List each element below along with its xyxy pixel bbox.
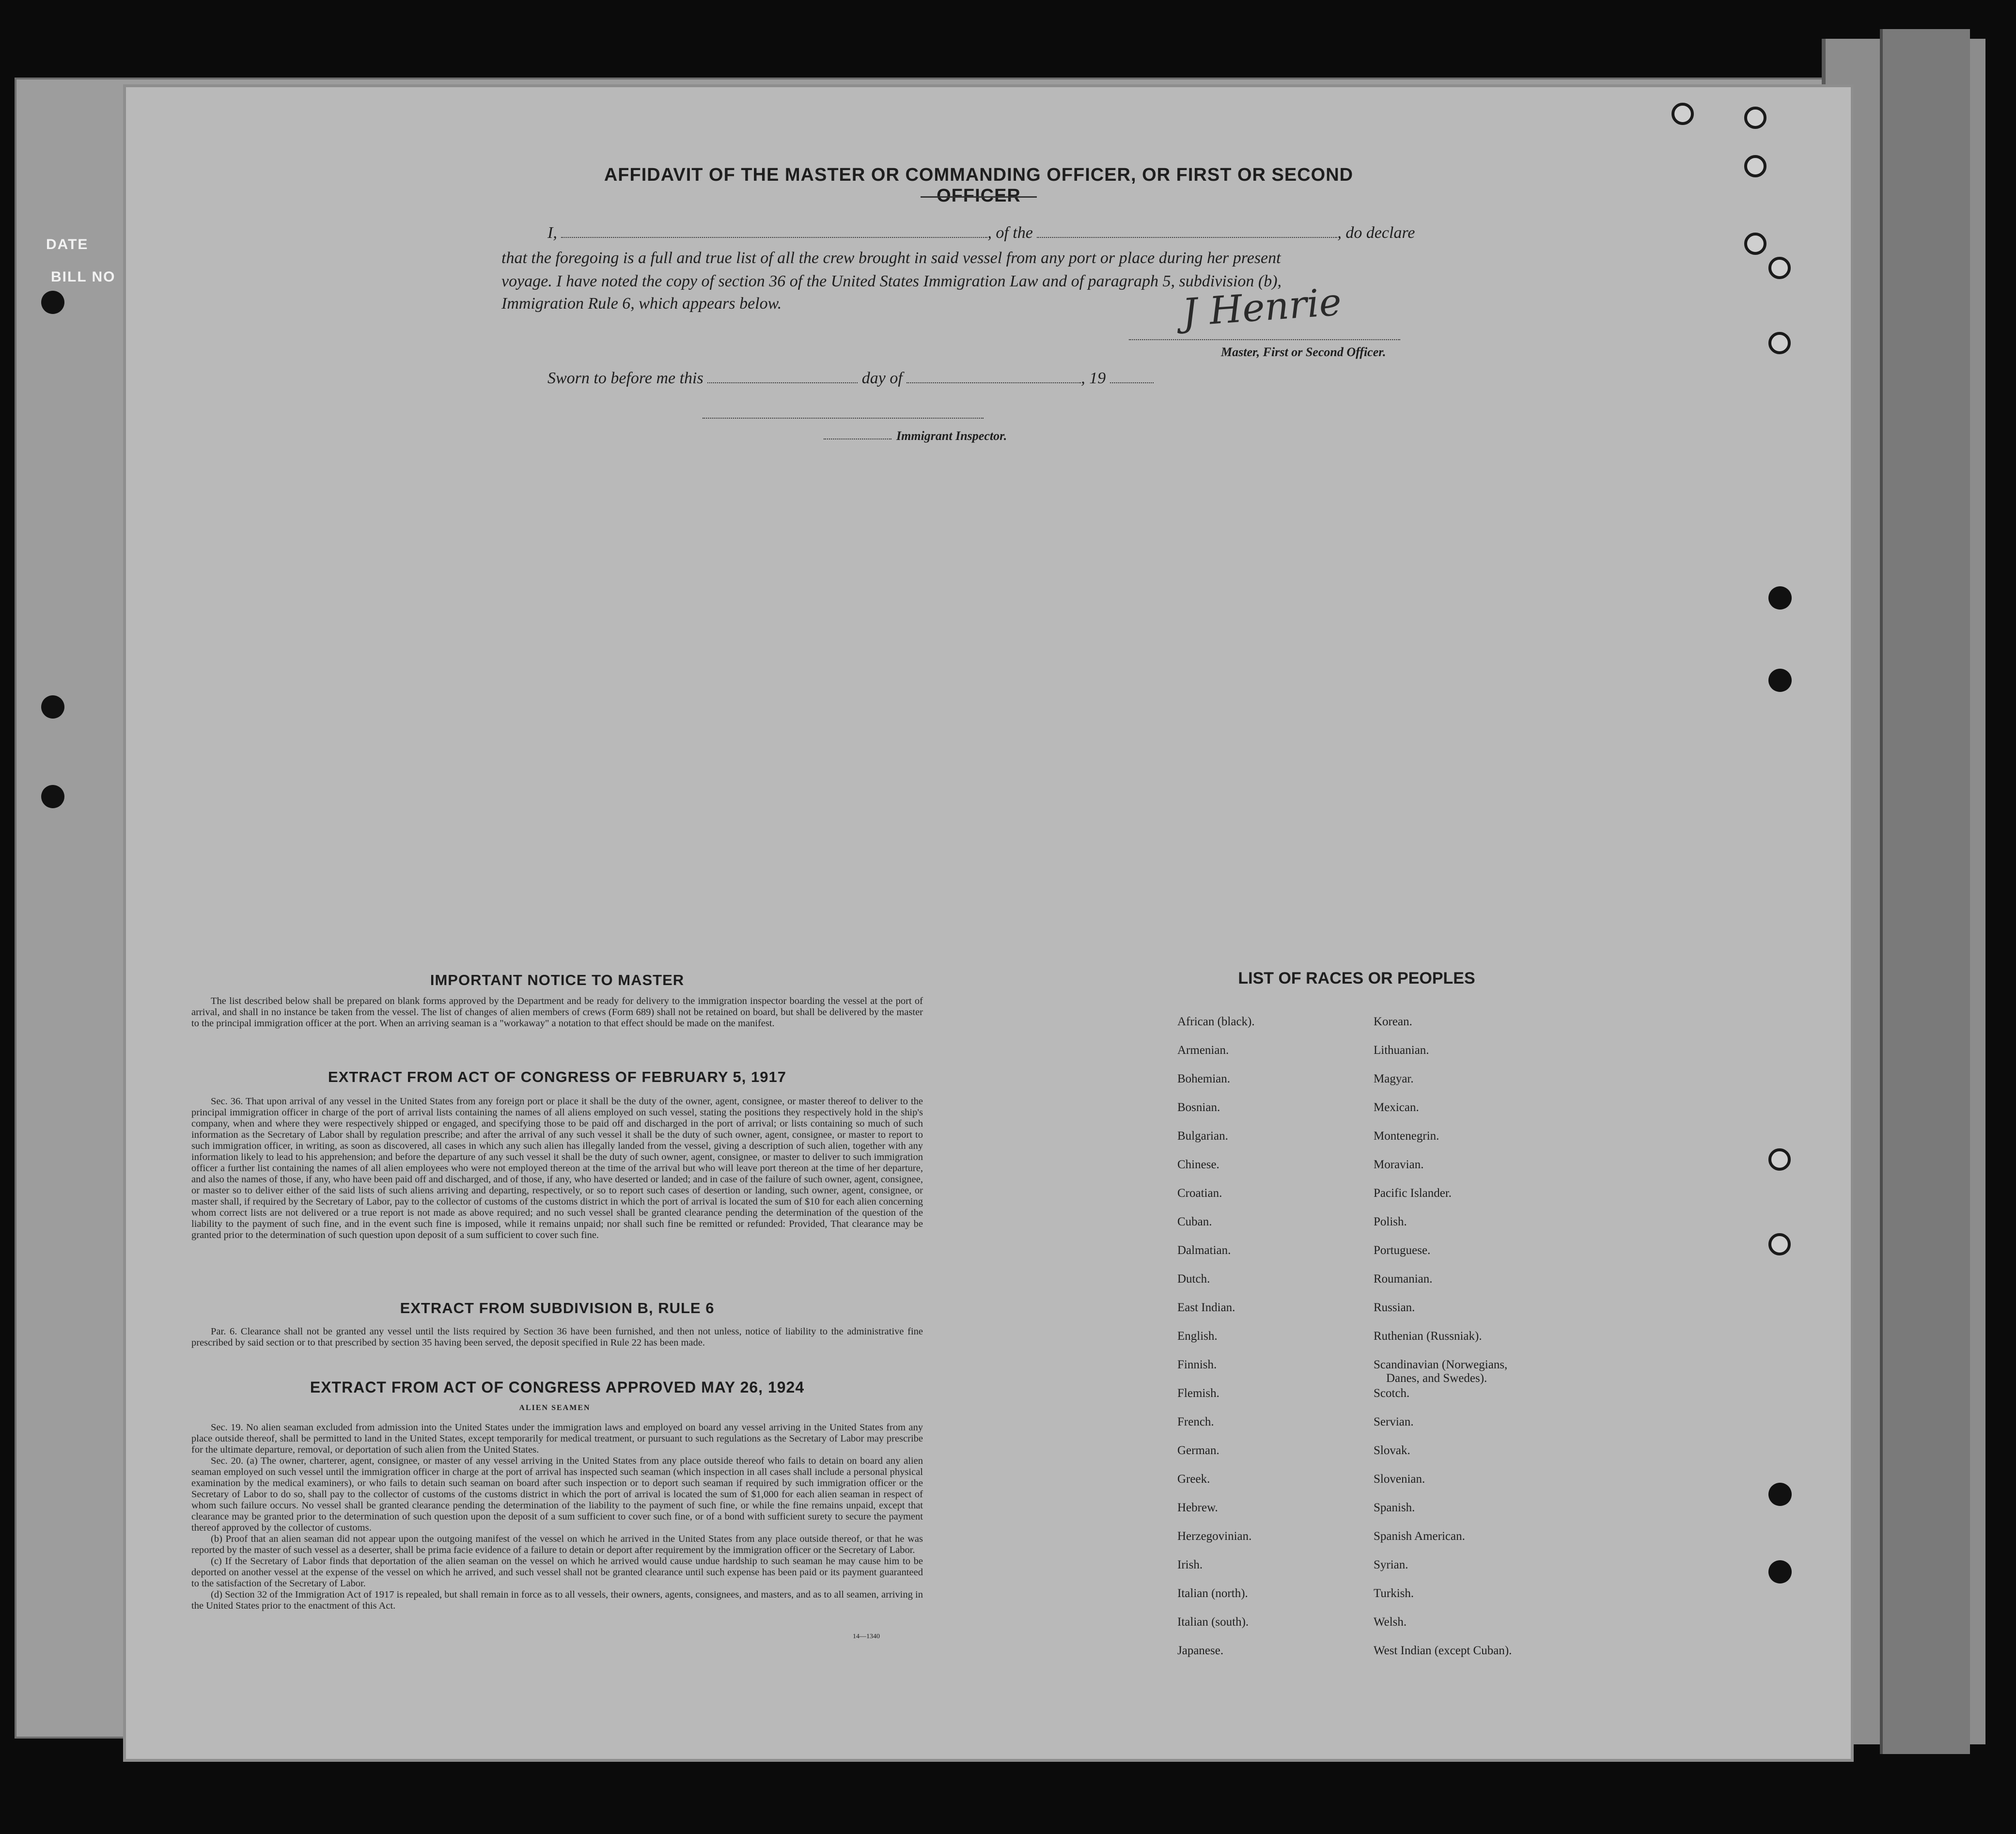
declaration-line-4: Immigration Rule 6, which appears below. <box>501 295 782 313</box>
race-item: Russian. <box>1374 1301 1415 1314</box>
declaration-line-3: voyage. I have noted the copy of section 36 of the United States Immigration Law and of paragraph 5, subdivision (b), <box>501 272 1282 290</box>
race-item: Scotch. <box>1374 1387 1410 1400</box>
signature-caption: Master, First or Second Officer. <box>1221 345 1386 359</box>
race-item: Slovak. <box>1374 1444 1410 1457</box>
sworn-month-blank[interactable] <box>906 382 1081 383</box>
race-item: Syrian. <box>1374 1558 1408 1571</box>
sworn-day-blank[interactable] <box>707 382 858 383</box>
race-item: Korean. <box>1374 1015 1412 1028</box>
form-number: 14—1340 <box>853 1633 880 1640</box>
punch-hole <box>1672 103 1694 125</box>
race-item-scandinavian-line1: Scandinavian (Norwegians, <box>1374 1358 1508 1371</box>
punch-hole <box>1768 1148 1791 1171</box>
notice-text <box>191 996 923 1029</box>
race-item: Portuguese. <box>1374 1244 1431 1257</box>
race-item: Chinese. <box>1177 1158 1219 1171</box>
extract-1924-sec20a: Sec. 20. (a) The owner, charterer, agent, consignee, or master of any vessel arriving in the United States from any place outside thereof who fails to detain on board any alien seaman employed on such vessel until the immigration officer in charge at the port of arrival has inspected such seaman (which inspection in all cases shall include a personal physical examination by the medical examiners), or who fails to detain such seaman on board after such inspection or to deport such seaman if required by such immigration officer or the Secretary of Labor to do so, shall pay to the collector of customs of the customs district in which the port of arrival is located the sum of $1,000 for each alien seaman in respect of whom such failure occurs. No vessel shall be granted clearance pending the determination of the liability to the payment of such fine, or while the fine remains unpaid, except that clearance may be granted prior to the determination of such question upon the deposit of a sum sufficient to cover such fine, or of a bond with sufficient surety to secure the payment thereof approved by the collector of customs. <box>191 1456 923 1533</box>
race-item: Lithuanian. <box>1374 1044 1429 1057</box>
race-item: Italian (north). <box>1177 1587 1248 1600</box>
declaration-line-2: that the foregoing is a full and true list of all the crew brought in said vessel from any port or place during her present <box>501 249 1281 267</box>
extract-rule6-title: EXTRACT FROM SUBDIVISION B, RULE 6 <box>400 1300 715 1317</box>
inspector-caption: Immigrant Inspector. <box>896 429 1007 443</box>
extract-1917-title: EXTRACT FROM ACT OF CONGRESS OF FEBRUARY 5, 1917 <box>328 1068 786 1085</box>
sworn-year-blank[interactable] <box>1110 382 1154 383</box>
punch-hole <box>1768 1233 1791 1255</box>
name-blank[interactable] <box>561 237 987 238</box>
punch-hole <box>1768 332 1791 354</box>
race-item: Japanese. <box>1177 1644 1224 1657</box>
year-label: , 19 <box>1081 369 1106 387</box>
notice-title: IMPORTANT NOTICE TO MASTER <box>430 972 685 988</box>
sworn-line <box>547 369 1154 388</box>
inspector-signature-line <box>703 418 984 419</box>
race-item: Spanish American. <box>1374 1530 1465 1543</box>
race-item: French. <box>1177 1415 1214 1428</box>
race-item: Cuban. <box>1177 1215 1212 1228</box>
punch-hole <box>1768 1483 1792 1506</box>
races-left-column <box>1177 1015 1255 1673</box>
race-item: Flemish. <box>1177 1387 1219 1400</box>
punch-hole <box>1744 233 1766 255</box>
extract-1924-sec20c: (c) If the Secretary of Labor finds that deportation of the alien seaman on the vessel on which he arrived would cause undue hardship to such seaman he may cause him to be deported on another vessel at the expense of the vessel on which he arrived, and such vessel shall not be granted clearance until such expense has been paid or its payment guaranteed to the satisfaction of the Secretary of Labor. <box>191 1556 923 1589</box>
declaration-line <box>547 224 1415 242</box>
extract-rule6-paragraph: Par. 6. Clearance shall not be granted any vessel until the lists required by Section 36 have been furnished, and then not unless, notice of liability to the administrative fine prescribed by said section or to that prescribed by section 35 having been served, the deposit specified in Rule 22 has been made. <box>191 1326 923 1348</box>
race-item: Bulgarian. <box>1177 1129 1228 1143</box>
race-item: Pacific Islander. <box>1374 1187 1452 1200</box>
punch-hole <box>1768 257 1791 279</box>
notice-paragraph: The list described below shall be prepared on blank forms approved by the Department and be ready for delivery to the immigration inspector boarding the vessel at the port of arrival, and shall in no instance be taken from the vessel. The list of changes of alien members of crews (Form 689) shall not be retained on board, but shall be delivered by the master to the principal immigration officer at the port. When an arriving seaman is a "workaway" a notation to that effect should be made on the manifest. <box>191 996 923 1029</box>
of-the-label: , of the <box>987 224 1033 242</box>
race-item: Dalmatian. <box>1177 1244 1231 1257</box>
race-item: Welsh. <box>1374 1615 1407 1629</box>
stacked-sheet-edge-back <box>1880 29 1970 1754</box>
extract-rule6-text <box>191 1326 923 1348</box>
race-item-scandinavian-line2: Danes, and Swedes). <box>1386 1372 1487 1385</box>
race-item: Polish. <box>1374 1215 1407 1228</box>
title-rule <box>921 196 1037 198</box>
punch-hole <box>41 695 64 719</box>
race-item: Montenegrin. <box>1374 1129 1439 1143</box>
vessel-blank[interactable] <box>1037 237 1337 238</box>
sworn-label: Sworn to before me this <box>547 369 703 387</box>
extract-1924-text <box>191 1422 923 1612</box>
race-item: Armenian. <box>1177 1044 1229 1057</box>
punch-hole <box>1768 669 1792 692</box>
extract-1917-text <box>191 1096 923 1241</box>
punch-hole <box>1768 1560 1792 1583</box>
races-list-title: LIST OF RACES OR PEOPLES <box>1238 969 1475 988</box>
alien-seamen-subtitle: ALIEN SEAMEN <box>519 1404 591 1412</box>
race-item: African (black). <box>1177 1015 1255 1028</box>
race-item: Dutch. <box>1177 1272 1210 1285</box>
extract-1924-sec20d: (d) Section 32 of the Immigration Act of 1917 is repealed, but shall remain in force as to all vessels, their owners, agents, consignees, and masters, and as to all seamen, arriving in the United States prior to the enactment of this Act. <box>191 1589 923 1611</box>
race-item: East Indian. <box>1177 1301 1235 1314</box>
race-item-scandinavian <box>1374 1358 1512 1387</box>
declaration-i-label: I, <box>547 224 557 242</box>
race-item: Hebrew. <box>1177 1501 1218 1514</box>
punch-hole <box>1744 155 1766 177</box>
race-item: Slovenian. <box>1374 1473 1425 1486</box>
race-item: Magyar. <box>1374 1072 1414 1085</box>
race-item: Turkish. <box>1374 1587 1414 1600</box>
day-of-label: day of <box>861 369 903 387</box>
race-item: Roumanian. <box>1374 1272 1433 1285</box>
race-item: Croatian. <box>1177 1187 1222 1200</box>
punch-hole <box>41 785 64 808</box>
race-item: Mexican. <box>1374 1101 1419 1114</box>
race-item: Ruthenian (Russniak). <box>1374 1330 1482 1343</box>
signature-line <box>1129 339 1400 340</box>
race-item: Italian (south). <box>1177 1615 1249 1629</box>
date-stamp: DATE <box>46 236 89 252</box>
race-item: Greek. <box>1177 1473 1210 1486</box>
declare-label: , do declare <box>1337 224 1415 242</box>
race-item: Bosnian. <box>1177 1101 1220 1114</box>
race-item: German. <box>1177 1444 1219 1457</box>
race-item: Finnish. <box>1177 1358 1217 1371</box>
affidavit-title: AFFIDAVIT OF THE MASTER OR COMMANDING OFFICER, OR FIRST OR SECOND OFFICER <box>604 165 1354 206</box>
race-item: Servian. <box>1374 1415 1414 1428</box>
punch-hole <box>1744 107 1766 129</box>
race-item: Herzegovinian. <box>1177 1530 1252 1543</box>
punch-hole <box>1768 586 1792 610</box>
extract-1924-sec19: Sec. 19. No alien seaman excluded from admission into the United States under the immigration laws and employed on board any vessel arriving in the United States from any place outside thereof, shall be permitted to land in the United States, except temporarily for medical treatment, or pursuant to such regulations as the Secretary of Labor may prescribe for the ultimate departure, removal, or deportation of such alien from the United States. <box>191 1422 923 1455</box>
extract-1917-paragraph: Sec. 36. That upon arrival of any vessel in the United States from any foreign port or place it shall be the duty of the owner, agent, consignee, or master thereof to deliver to the principal immigration officer in charge of the port of arrival lists containing the names of all aliens employed on such vessel, stating the positions they respectively hold in the ship's company, when and where they were respectively shipped or engaged, and specifying those to be paid off and discharged in the port of arrival; or lists containing so much of such information as the Secretary of Labor shall by regulation prescribe; and after the arrival of any such vessel it shall be the duty of such owner, agent, consignee, or master to report to such immigration officer, in writing, as soon as discovered, all cases in which any such alien has illegally landed from the vessel, giving a description of such alien, together with any information likely to lead to his apprehension; and before the departure of any such vessel it shall be the duty of such owner, agent, consignee, or master to deliver to such immigration officer a further list containing the names of all alien employees who were not employed thereon at the time of the arrival but who will leave port thereon at the time of her departure, and also the names of those, if any, who have been paid off and discharged, and of those, if any, who have deserted or landed; and in case of the failure of such owner, agent, consignee, or master so to deliver either of the said lists of such aliens arriving and departing, respectively, or so to report such cases of desertion or landing, such owner, agent, consignee, or master shall, if required by the Secretary of Labor, pay to the collector of customs of the customs district in which the port of arrival is located the sum of $10 for each alien concerning whom correct lists are not delivered or a true report is not made as above required; and no such vessel shall be granted clearance pending the determination of the question of the liability to the payment of such fine, and in the event such fine is imposed, while it remains unpaid; nor shall such fine be remitted or refunded: Provided, That clearance may be granted prior to the determination of such question upon deposit of a sum sufficient to cover such fine. <box>191 1096 923 1240</box>
officer-signature: J Henrie <box>1181 280 1343 335</box>
race-item: West Indian (except Cuban). <box>1374 1644 1512 1657</box>
extract-1924-sec20b: (b) Proof that an alien seaman did not appear upon the outgoing manifest of the vessel on which he arrived in the United States from any place outside thereof, or that he was reported by the master of such vessel as a deserter, shall be prima facie evidence of a failure to detain or deport after requirement by the immigration officer or the Secretary of Labor. <box>191 1534 923 1555</box>
race-item: Irish. <box>1177 1558 1203 1571</box>
races-right-column <box>1374 1015 1512 1673</box>
race-item: Spanish. <box>1374 1501 1415 1514</box>
race-item: Moravian. <box>1374 1158 1424 1171</box>
extract-1924-title: EXTRACT FROM ACT OF CONGRESS APPROVED MAY 26, 1924 <box>310 1379 805 1396</box>
punch-hole <box>41 291 64 314</box>
race-item: English. <box>1177 1330 1218 1343</box>
race-item: Bohemian. <box>1177 1072 1231 1085</box>
bill-number-stamp: BILL NO <box>51 269 116 285</box>
